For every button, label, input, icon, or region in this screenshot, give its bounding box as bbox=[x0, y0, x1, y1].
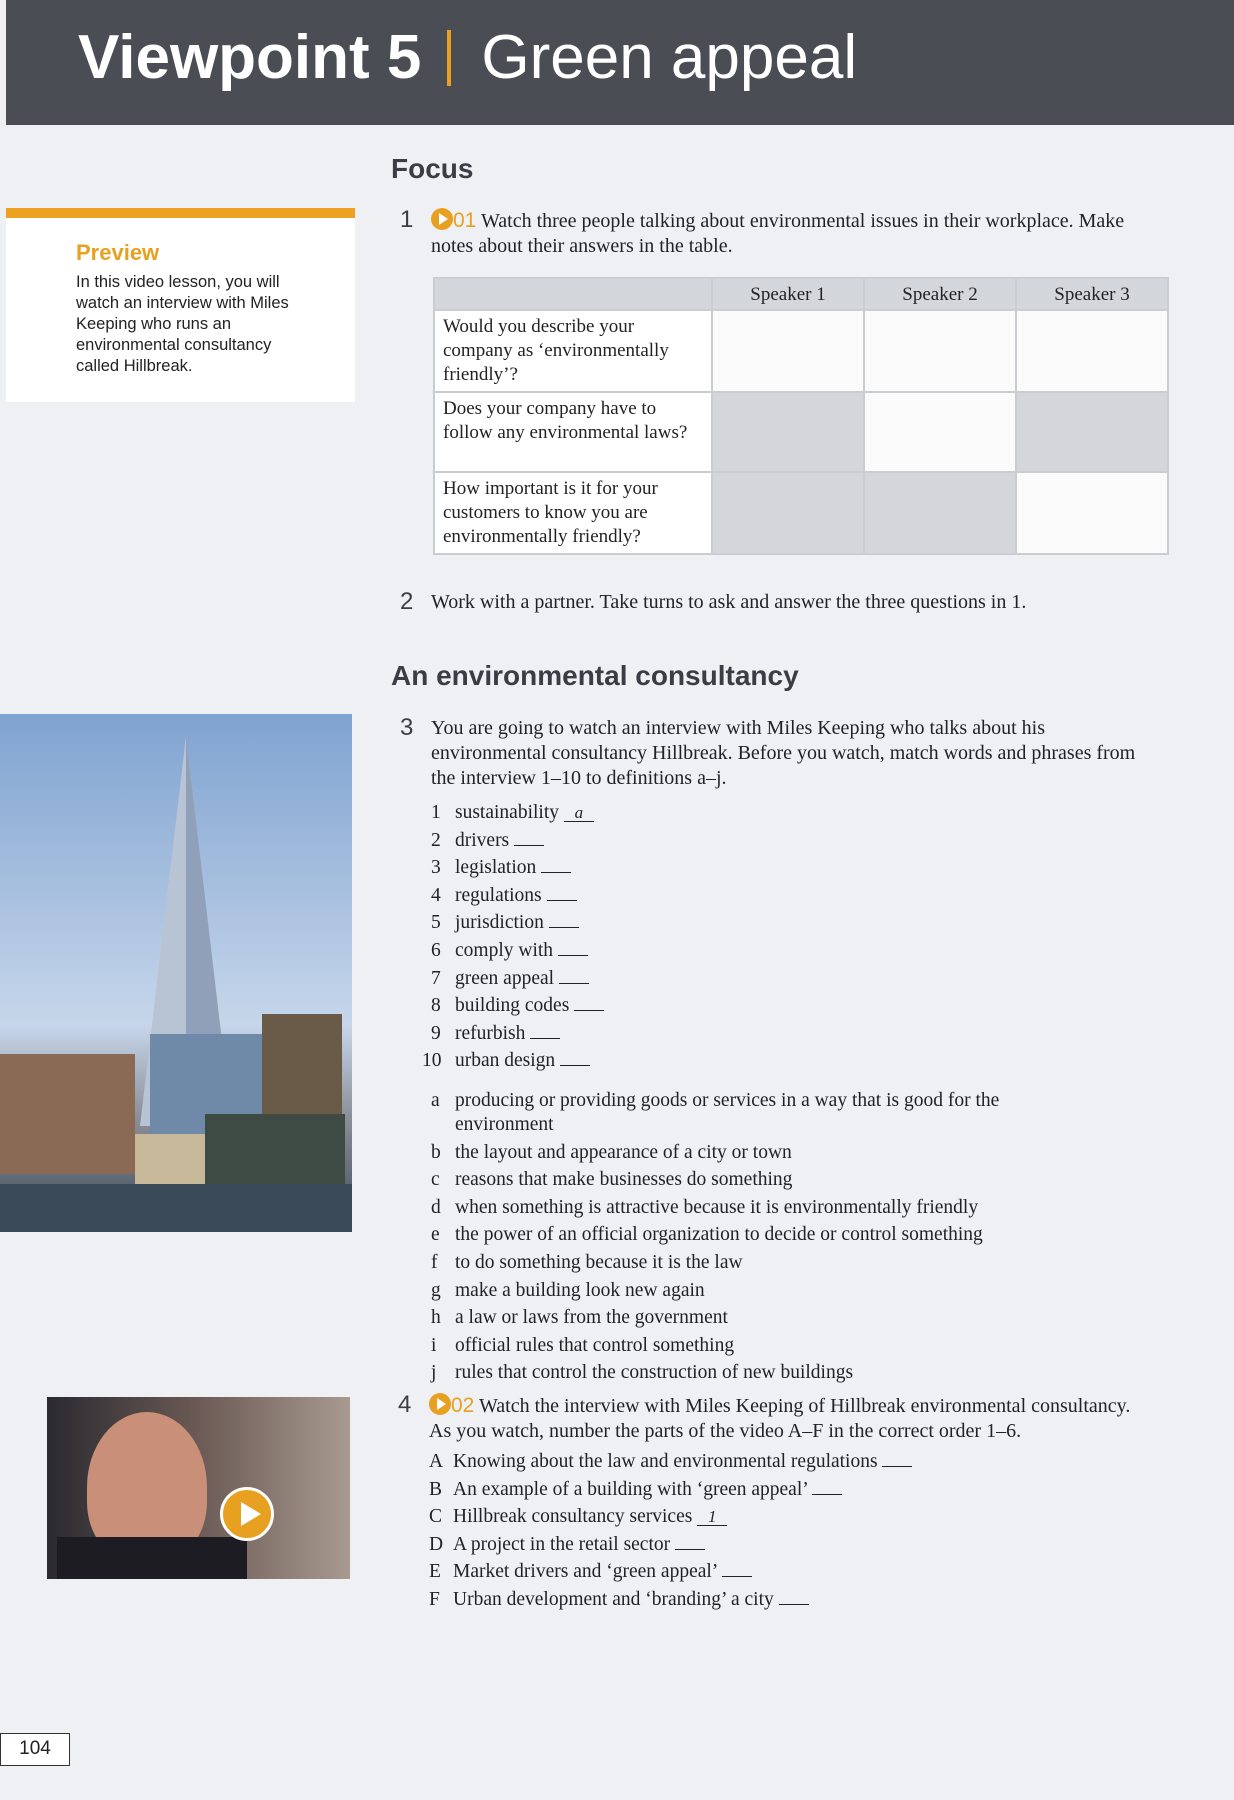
vocab-word: green appeal bbox=[455, 967, 555, 989]
answer-blank[interactable] bbox=[574, 995, 604, 1011]
definition-text: producing or providing goods or services in a way that is good for the environment bbox=[455, 1089, 1000, 1135]
unit-label: Viewpoint 5 bbox=[78, 23, 422, 92]
exercise-3 bbox=[400, 716, 1170, 1389]
answer-cell[interactable] bbox=[712, 392, 864, 472]
item-number: 9 bbox=[431, 1022, 441, 1044]
notes-table bbox=[433, 277, 1169, 555]
answer-cell[interactable] bbox=[1016, 392, 1168, 472]
column-header: Speaker 2 bbox=[864, 278, 1016, 310]
vocab-item bbox=[431, 799, 1170, 827]
exercise-3-instructions: You are going to watch an interview with Miles Keeping who talks about his environmental consultancy Hillbreak. Before you watch, match words and phrases from the interview 1–10 to definitions a–j. bbox=[431, 717, 1136, 789]
definition-item bbox=[431, 1306, 1071, 1334]
exercise-number: 2 bbox=[400, 588, 414, 615]
exercise-number: 1 bbox=[400, 206, 414, 233]
definition-item bbox=[431, 1141, 1071, 1169]
item-number: 1 bbox=[431, 802, 441, 823]
definition-text: the power of an official organization to decide or control something bbox=[455, 1224, 983, 1246]
answer-blank[interactable] bbox=[559, 968, 589, 984]
definition-text: reasons that make businesses do something bbox=[455, 1169, 793, 1191]
answer-blank[interactable] bbox=[530, 1023, 560, 1039]
definition-letter: c bbox=[431, 1169, 440, 1191]
table-question: Does your company have to follow any environmental laws? bbox=[434, 392, 712, 472]
answer-blank[interactable] bbox=[549, 912, 579, 928]
definition-item bbox=[431, 1334, 1071, 1362]
definition-letter: e bbox=[431, 1224, 440, 1246]
definitions-list bbox=[431, 1089, 1170, 1389]
vocab-word: drivers bbox=[455, 829, 510, 851]
preview-heading: Preview bbox=[76, 240, 160, 265]
part-letter: D bbox=[429, 1533, 444, 1555]
vocab-word: comply with bbox=[455, 939, 554, 961]
answer-blank[interactable]: 1 bbox=[697, 1510, 727, 1526]
definition-item bbox=[431, 1251, 1071, 1279]
definition-text: rules that control the construction of new buildings bbox=[455, 1362, 854, 1384]
definition-item bbox=[431, 1223, 1071, 1251]
definition-letter: j bbox=[431, 1362, 437, 1384]
preview-text: In this video lesson, you will watch an interview with Miles Keeping who runs an environmental consultancy called Hillbreak. bbox=[76, 273, 289, 375]
vocab-item bbox=[431, 854, 1170, 882]
answer-blank[interactable] bbox=[675, 1534, 705, 1550]
table-question: How important is it for your customers to know you are environmentally friendly? bbox=[434, 472, 712, 554]
exercise-2 bbox=[400, 590, 1170, 615]
vocab-word: sustainability bbox=[455, 802, 559, 823]
exercise-number: 4 bbox=[398, 1391, 412, 1418]
answer-cell[interactable] bbox=[864, 392, 1016, 472]
definition-item bbox=[431, 1361, 1071, 1389]
part-text: Knowing about the law and environmental regulations bbox=[453, 1451, 878, 1472]
definition-item bbox=[431, 1168, 1071, 1196]
video-part-item bbox=[429, 1503, 1168, 1531]
item-number: 2 bbox=[431, 829, 441, 851]
video-parts-list bbox=[429, 1448, 1168, 1614]
shard-building-photo bbox=[0, 714, 352, 1232]
vocab-word: refurbish bbox=[455, 1022, 526, 1044]
vocab-word: urban design bbox=[455, 1050, 556, 1072]
exercise-number: 3 bbox=[400, 714, 414, 741]
item-number: 3 bbox=[431, 857, 441, 879]
exercise-1 bbox=[400, 208, 1170, 555]
column-header: Speaker 1 bbox=[712, 278, 864, 310]
answer-blank[interactable] bbox=[882, 1451, 912, 1467]
answer-blank[interactable] bbox=[541, 857, 571, 873]
definition-letter: d bbox=[431, 1196, 441, 1218]
answer-blank[interactable] bbox=[547, 885, 577, 901]
title-divider bbox=[447, 30, 451, 86]
video-part-item bbox=[429, 1531, 1168, 1559]
play-icon bbox=[429, 1393, 451, 1415]
exercise-1-instructions: 01 Watch three people talking about environmental issues in their workplace. Make notes about their answers in the table. bbox=[431, 209, 1125, 257]
answer-cell[interactable] bbox=[712, 472, 864, 554]
vocab-word: building codes bbox=[455, 995, 570, 1017]
vocab-item bbox=[431, 827, 1170, 855]
definition-text: make a building look new again bbox=[455, 1279, 705, 1301]
part-letter: F bbox=[429, 1588, 440, 1610]
part-letter: C bbox=[429, 1506, 443, 1528]
definition-text: official rules that control something bbox=[455, 1334, 735, 1356]
vocab-word: jurisdiction bbox=[455, 912, 544, 934]
page-title bbox=[78, 22, 857, 93]
definition-letter: h bbox=[431, 1307, 441, 1329]
part-text: An example of a building with ‘green appeal’ bbox=[453, 1478, 808, 1500]
definition-text: when something is attractive because it is environmentally friendly bbox=[455, 1196, 979, 1218]
focus-heading: Focus bbox=[391, 153, 474, 184]
column-header: Speaker 3 bbox=[1016, 278, 1168, 310]
answer-blank[interactable] bbox=[779, 1589, 809, 1605]
definition-letter: g bbox=[431, 1279, 441, 1301]
item-number: 7 bbox=[431, 967, 441, 989]
definition-item bbox=[431, 1279, 1071, 1307]
definition-letter: i bbox=[431, 1334, 437, 1356]
part-letter: E bbox=[429, 1561, 441, 1583]
answer-cell[interactable] bbox=[1016, 310, 1168, 392]
empty-header-cell bbox=[434, 278, 712, 310]
vocab-item bbox=[422, 1047, 1170, 1075]
video-link[interactable]: 02 bbox=[429, 1394, 474, 1417]
video-link[interactable]: 01 bbox=[431, 209, 476, 232]
video-part-item bbox=[429, 1558, 1168, 1586]
interview-video-thumbnail[interactable] bbox=[47, 1397, 350, 1579]
item-number: 6 bbox=[431, 939, 441, 961]
item-number: 8 bbox=[431, 995, 441, 1017]
vocab-item bbox=[431, 909, 1170, 937]
part-text: Market drivers and ‘green appeal’ bbox=[453, 1561, 717, 1583]
answer-blank[interactable] bbox=[514, 830, 544, 846]
vocab-word: regulations bbox=[455, 884, 542, 906]
item-number: 10 bbox=[422, 1050, 442, 1072]
page-number: 104 bbox=[0, 1733, 70, 1766]
preview-box bbox=[6, 208, 355, 402]
speaker-suit bbox=[57, 1537, 247, 1579]
item-number: 4 bbox=[431, 884, 441, 906]
vocab-item bbox=[431, 1020, 1170, 1048]
play-icon bbox=[431, 208, 453, 230]
vocab-word: legislation bbox=[455, 857, 537, 879]
exercise-2-instructions: Work with a partner. Take turns to ask and answer the three questions in 1. bbox=[431, 591, 1027, 613]
vocab-item bbox=[431, 882, 1170, 910]
answer-blank[interactable] bbox=[812, 1479, 842, 1495]
part-text: Hillbreak consultancy services bbox=[453, 1506, 693, 1528]
part-letter: B bbox=[429, 1478, 443, 1500]
vocab-item bbox=[431, 937, 1170, 965]
definition-text: a law or laws from the government bbox=[455, 1307, 728, 1329]
item-number: 5 bbox=[431, 912, 441, 934]
table-question: Would you describe your company as ‘environmentally friendly’? bbox=[434, 310, 712, 392]
vocab-list bbox=[422, 799, 1170, 1075]
definition-letter: f bbox=[431, 1251, 438, 1273]
answer-blank[interactable] bbox=[558, 940, 588, 956]
vocab-item bbox=[431, 992, 1170, 1020]
section-heading: An environmental consultancy bbox=[391, 660, 799, 691]
answer-blank[interactable] bbox=[560, 1050, 590, 1066]
definition-text: the layout and appearance of a city or town bbox=[455, 1141, 792, 1163]
definition-item bbox=[431, 1089, 1071, 1141]
vocab-item bbox=[431, 965, 1170, 993]
answer-blank[interactable] bbox=[722, 1561, 752, 1577]
definition-item bbox=[431, 1196, 1071, 1224]
part-text: A project in the retail sector bbox=[453, 1533, 671, 1555]
play-button[interactable] bbox=[220, 1487, 274, 1541]
answer-blank[interactable]: a bbox=[564, 806, 594, 822]
video-part-item bbox=[429, 1586, 1168, 1614]
exercise-4 bbox=[398, 1393, 1168, 1614]
video-part-item bbox=[429, 1476, 1168, 1504]
part-letter: A bbox=[429, 1451, 444, 1472]
video-part-item bbox=[429, 1448, 1168, 1476]
definition-letter: b bbox=[431, 1141, 441, 1163]
part-text: Urban development and ‘branding’ a city bbox=[453, 1588, 774, 1610]
definition-text: to do something because it is the law bbox=[455, 1251, 743, 1273]
definition-letter: a bbox=[431, 1089, 440, 1111]
answer-cell[interactable] bbox=[864, 310, 1016, 392]
answer-cell[interactable] bbox=[864, 472, 1016, 554]
answer-cell[interactable] bbox=[1016, 472, 1168, 554]
unit-title: Green appeal bbox=[481, 23, 858, 92]
exercise-4-instructions: 02 Watch the interview with Miles Keeping of Hillbreak environmental consultancy. As you watch, number the parts of the video A–F in the correct order 1–6. bbox=[429, 1394, 1131, 1442]
answer-cell[interactable] bbox=[712, 310, 864, 392]
